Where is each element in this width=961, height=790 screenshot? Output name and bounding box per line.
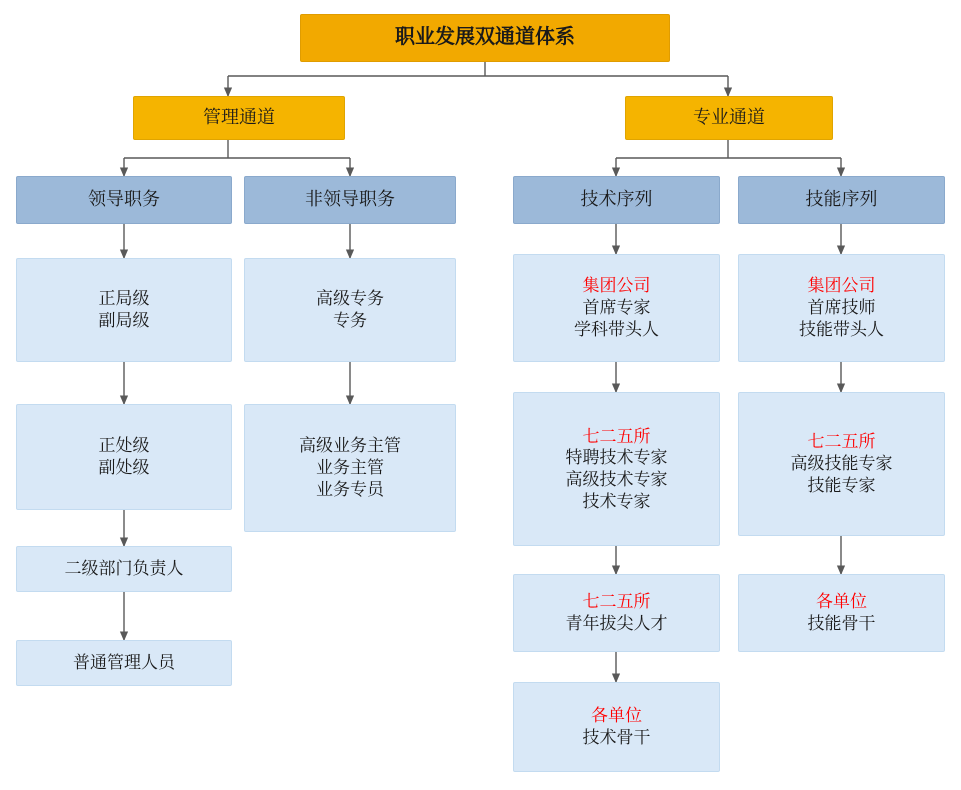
node-technical-level-2-line-1: 特聘技术专家 [565, 448, 668, 468]
node-technical-level-4-org: 各单位 [591, 706, 642, 726]
node-seq-nonleadership [244, 176, 456, 224]
node-seq-skill [738, 176, 945, 224]
node-technical-level-2-org: 七二五所 [582, 426, 651, 446]
node-skill-level-1-line-2: 技能带头人 [799, 319, 884, 339]
node-nonleadership-level-2-line-1: 高级业务主管 [299, 436, 401, 456]
node-leadership-level-4-line-1: 普通管理人员 [73, 653, 175, 673]
node-leadership-level-2 [16, 404, 232, 510]
node-skill-level-3 [738, 574, 945, 652]
node-seq-nonleadership-label: 非领导职务 [305, 189, 395, 210]
node-technical-level-1-line-1: 首席专家 [582, 298, 651, 318]
node-skill-level-1-org: 集团公司 [807, 276, 876, 296]
node-leadership-level-2-line-2: 副处级 [98, 458, 150, 477]
node-leadership-level-1-line-1: 正局级 [98, 289, 150, 309]
node-leadership-level-3-line-1: 二级部门负责人 [64, 559, 184, 579]
node-nonleadership-level-2-line-3: 业务专员 [316, 479, 384, 499]
node-technical-level-1-line-2: 学科带头人 [574, 319, 659, 339]
node-technical-level-3-line-1: 青年拔尖人才 [565, 614, 668, 633]
node-technical-level-2-line-3: 技术专家 [582, 491, 651, 511]
node-leadership-level-4 [16, 640, 232, 686]
node-seq-skill-label: 技能序列 [805, 189, 878, 210]
node-technical-level-4 [513, 682, 720, 772]
node-seq-leadership-label: 领导职务 [88, 189, 160, 210]
node-technical-level-2-line-2: 高级技术专家 [565, 470, 668, 489]
node-channel-management-label: 管理通道 [203, 107, 275, 128]
node-channel-management [133, 96, 345, 140]
node-technical-level-1-org: 集团公司 [582, 276, 651, 296]
node-skill-level-3-line-1: 技能骨干 [807, 614, 876, 633]
node-skill-level-1-line-1: 首席技师 [807, 298, 876, 318]
node-skill-level-3-org: 各单位 [816, 592, 867, 612]
node-technical-level-3-org: 七二五所 [582, 592, 651, 612]
node-leadership-level-2-line-1: 正处级 [98, 436, 150, 456]
node-leadership-level-1-line-2: 副局级 [98, 311, 150, 330]
node-seq-leadership [16, 176, 232, 224]
node-skill-level-2-line-2: 技能专家 [807, 475, 876, 495]
node-skill-level-1 [738, 254, 945, 362]
node-nonleadership-level-1 [244, 258, 456, 362]
node-leadership-level-1 [16, 258, 232, 362]
node-root-label: 职业发展双通道体系 [395, 26, 575, 49]
node-nonleadership-level-1-line-2: 专务 [333, 311, 367, 330]
node-technical-level-3 [513, 574, 720, 652]
node-skill-level-2-line-1: 高级技能专家 [790, 454, 893, 474]
node-leadership-level-3 [16, 546, 232, 592]
node-technical-level-2 [513, 392, 720, 546]
node-nonleadership-level-1-line-1: 高级专务 [316, 289, 384, 309]
node-seq-technical [513, 176, 720, 224]
node-channel-professional-label: 专业通道 [693, 107, 765, 128]
node-technical-level-1 [513, 254, 720, 362]
node-nonleadership-level-2-line-2: 业务主管 [316, 458, 384, 478]
node-seq-technical-label: 技术序列 [580, 189, 653, 210]
node-technical-level-4-line-1: 技术骨干 [582, 728, 651, 747]
node-root [300, 14, 670, 62]
node-skill-level-2-org: 七二五所 [807, 432, 876, 452]
node-channel-professional [625, 96, 833, 140]
node-nonleadership-level-2 [244, 404, 456, 532]
node-skill-level-2 [738, 392, 945, 536]
